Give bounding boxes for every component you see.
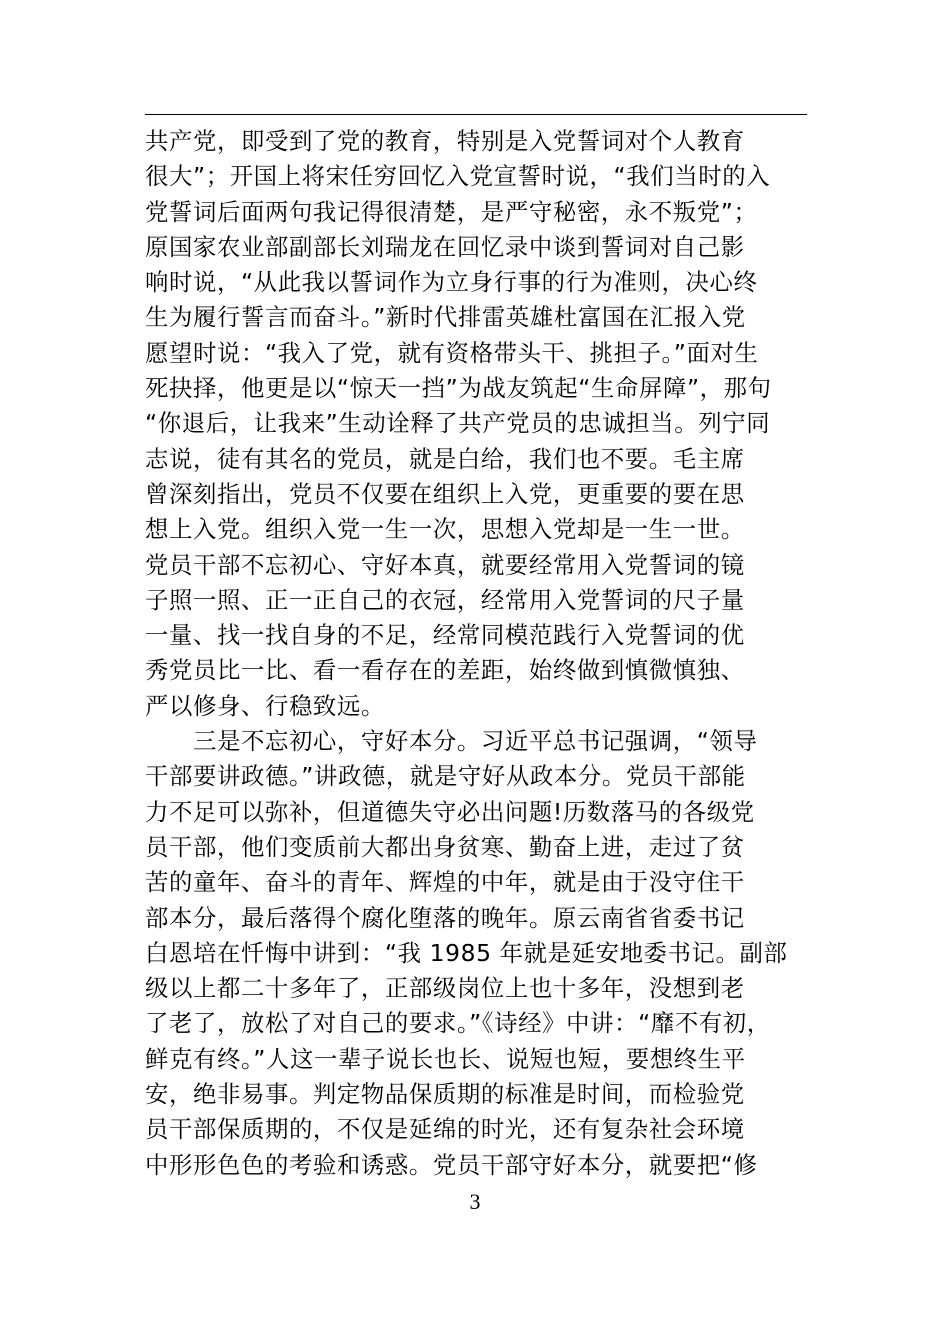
text-line: 原国家农业部副部长刘瑞龙在回忆录中谈到誓词对自己影 [145, 232, 745, 261]
text-line: 子照一照、正一正自己的衣冠，经常用入党誓词的尺子量 [145, 585, 745, 614]
text-line: 想上入党。组织入党一生一次，思想入党却是一生一世。 [145, 515, 745, 544]
text-line: 共产党，即受到了党的教育，特别是入党誓词对个人教育 [145, 127, 745, 155]
body-text [145, 124, 845, 1183]
text-line: 部本分，最后落得个腐化堕落的晚年。原云南省省委书记 [145, 903, 745, 932]
text-line: 力不足可以弥补，但道德失守必出问题!历数落马的各级党 [145, 797, 755, 826]
text-line: 党员干部不忘初心、守好本真，就要经常用入党誓词的镜 [145, 550, 745, 579]
text-line: “你退后，让我来”生动诠释了共产党员的忠诚担当。列宁同 [145, 409, 771, 438]
text-line: 志说，徒有其名的党员，就是白给，我们也不要。毛主席 [145, 444, 745, 473]
text-line: 了老了，放松了对自己的要求。”《诗经》中讲：“靡不有初， [145, 1009, 771, 1038]
text-line: 很大”；开国上将宋任穷回忆入党宣誓时说，“我们当时的入 [145, 162, 771, 191]
text-line: 苦的童年、奋斗的青年、辉煌的中年，就是由于没守住干 [145, 868, 745, 897]
page-number: 3 [469, 1189, 481, 1214]
text-line: 安，绝非易事。判定物品保质期的标准是时间，而检验党 [145, 1080, 745, 1109]
header-rule [145, 114, 807, 115]
text-line: 干部要讲政德。”讲政德，就是守好从政本分。党员干部能 [145, 762, 746, 791]
text-line: 生为履行誓言而奋斗。”新时代排雷英雄杜富国在汇报入党 [145, 303, 746, 332]
text-line: 中形形色色的考验和诱惑。党员干部守好本分，就要把“修 [145, 1150, 758, 1179]
text-line: 死抉择，他更是以“惊天一挡”为战友筑起“生命屏障”，那句 [145, 374, 772, 403]
text-line: 响时说，“从此我以誓词作为立身行事的行为准则，决心终 [145, 268, 758, 297]
text-line: 一量、找一找自身的不足，经常同模范践行入党誓词的优 [145, 621, 745, 650]
text-line: 员干部保质期的，不仅是延绵的时光，还有复杂社会环境 [145, 1115, 745, 1144]
text-line: 鲜克有终。”人这一辈子说长也长、说短也短，要想终生平 [145, 1044, 746, 1073]
text-line: 严以修身、行稳致远。 [145, 691, 385, 720]
text-line: 愿望时说：“我入了党，就有资格带头干、挑担子。”面对生 [145, 338, 759, 367]
text-line: 三是不忘初心，守好本分。习近平总书记强调，“领导 [145, 727, 758, 756]
text-line: 员干部，他们变质前大都出身贫寒、勤奋上进，走过了贫 [145, 832, 745, 861]
text-line: 级以上都二十多年了，正部级岗位上也十多年，没想到老 [145, 974, 745, 1003]
text-line: 秀党员比一比、看一看存在的差距，始终做到慎微慎独、 [145, 656, 745, 685]
text-line: 曾深刻指出，党员不仅要在组织上入党，更重要的要在思 [145, 479, 745, 508]
text-line: 党誓词后面两句我记得很清楚，是严守秘密，永不叛党”； [145, 197, 758, 226]
text-line: 白恩培在忏悔中讲到：“我 1985 年就是延安地委书记。副部 [145, 938, 788, 967]
